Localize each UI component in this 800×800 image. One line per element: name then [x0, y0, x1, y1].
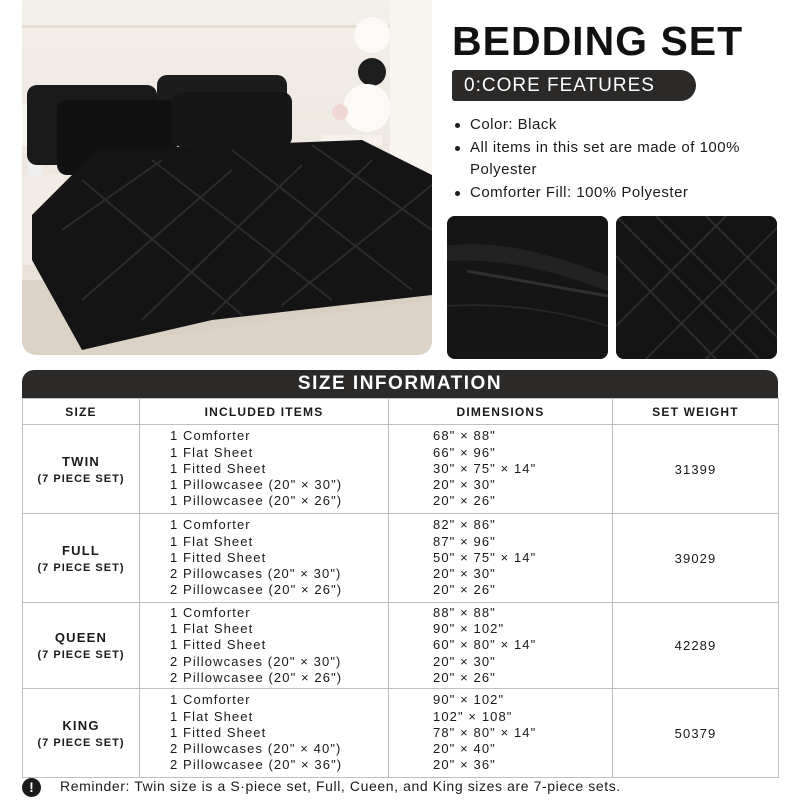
dimension-value: 30" × 75" × 14" — [433, 460, 537, 476]
included-item: 2 Pillowcasee (20" × 26") — [170, 582, 343, 598]
included-item: 1 Pillowcasee (20" × 30") — [170, 477, 343, 493]
included-item: 2 Pillowcases (20" × 40") — [170, 741, 342, 757]
dimensions-cell — [389, 514, 613, 603]
dimension-value: 78" × 80" × 14" — [433, 724, 537, 740]
core-features-label: 0:CORE FEATURES — [452, 70, 696, 101]
size-subtitle: (7 PIECE SET) — [37, 649, 125, 661]
table-row — [23, 514, 779, 603]
column-header: INCLUDED ITEMS — [140, 399, 389, 425]
included-item: 1 Fitted Sheet — [170, 724, 267, 740]
dimension-value: 20" × 30" — [433, 566, 496, 582]
dimension-value: 20" × 26" — [433, 582, 496, 598]
quilt-detail-image — [616, 216, 777, 359]
included-item: 1 Flat Sheet — [170, 444, 254, 460]
feature-item: Comforter Fill: 100% Polyester — [452, 182, 782, 205]
size-information-title: SIZE INFORMATION — [22, 370, 778, 398]
dimensions-cell — [389, 689, 613, 778]
size-name: TWIN — [61, 453, 100, 469]
included-item: 1 Comforter — [170, 692, 251, 708]
exclamation-icon: ! — [22, 778, 41, 797]
size-subtitle: (7 PIECE SET) — [37, 736, 125, 749]
size-cell — [23, 514, 140, 603]
pillowcase-detail-image — [447, 216, 608, 359]
feature-item: All items in this set are made of 100% Polyester — [452, 137, 782, 182]
dimension-value: 20" × 26" — [433, 669, 496, 685]
size-cell — [23, 425, 140, 514]
table-row — [23, 603, 779, 689]
set-weight-cell: 31399 — [613, 425, 779, 514]
dimension-value: 102" × 108" — [433, 708, 513, 724]
size-cell — [23, 689, 140, 778]
set-weight-cell: 50379 — [613, 689, 779, 778]
included-item: 1 Fitted Sheet — [170, 549, 267, 565]
size-subtitle: (7 PIECE SET) — [37, 472, 125, 485]
size-name: QUEEN — [54, 630, 108, 645]
size-name: KING — [62, 717, 100, 733]
feature-list — [452, 114, 782, 204]
table-row — [23, 425, 779, 514]
dimension-value: 87" × 96" — [433, 533, 496, 549]
included-item: 1 Comforter — [170, 428, 251, 444]
set-weight-cell: 39029 — [613, 514, 779, 603]
included-item: 2 Pillowcasee (20" × 26") — [170, 669, 343, 685]
dimension-value: 20" × 36" — [433, 757, 496, 773]
included-item: 1 Flat Sheet — [170, 621, 254, 637]
dimensions-cell — [389, 603, 613, 689]
dimension-value: 88" × 88" — [433, 604, 496, 620]
table-header-row — [23, 399, 779, 425]
included-item: 1 Fitted Sheet — [170, 460, 267, 476]
dimension-value: 20" × 30" — [433, 477, 496, 493]
dimension-value: 82" × 86" — [433, 517, 496, 533]
dimension-value: 60" × 80" × 14" — [433, 637, 537, 653]
bedroom-photo — [22, 0, 432, 355]
dimensions-cell — [389, 425, 613, 514]
included-items-cell — [140, 689, 389, 778]
dimension-value: 66" × 96" — [433, 444, 496, 460]
dimension-value: 20" × 26" — [433, 493, 496, 509]
size-name: FULL — [61, 542, 100, 558]
column-header: SIZE — [23, 399, 140, 425]
included-item: 1 Flat Sheet — [170, 708, 254, 724]
included-items-cell — [140, 603, 389, 689]
included-item: 2 Pillowcases (20" × 30") — [170, 653, 342, 669]
included-items-cell — [140, 425, 389, 514]
dimension-value: 90" × 102" — [433, 692, 505, 708]
included-items-cell — [140, 514, 389, 603]
size-cell — [23, 603, 140, 689]
size-table — [22, 398, 779, 778]
page-title: BEDDING SET — [452, 18, 744, 64]
column-header: DIMENSIONS — [389, 399, 613, 425]
included-item: 2 Pillowcasee (20" × 36") — [170, 757, 343, 773]
dimension-value: 20" × 30" — [433, 653, 496, 669]
included-item: 1 Comforter — [170, 517, 251, 533]
included-item: 1 Fitted Sheet — [170, 637, 267, 653]
included-item: 1 Pillowcasee (20" × 26") — [170, 493, 343, 509]
included-item: 1 Flat Sheet — [170, 533, 254, 549]
included-item: 2 Pillowcases (20" × 30") — [170, 566, 342, 582]
column-header: SET WEIGHT — [613, 399, 779, 425]
dimension-value: 90" × 102" — [433, 621, 505, 637]
table-row — [23, 689, 779, 778]
reminder-text: Reminder: Twin size is a S·piece set, Full, Cueen, and King sizes are 7-piece sets. — [60, 778, 621, 794]
dimension-value: 50" × 75" × 14" — [433, 549, 537, 565]
included-item: 1 Comforter — [170, 604, 251, 620]
dimension-value: 68" × 88" — [433, 428, 496, 444]
size-subtitle: (7 PIECE SET) — [37, 561, 125, 574]
set-weight-cell: 42289 — [613, 603, 779, 689]
feature-item: Color: Black — [452, 114, 782, 137]
dimension-value: 20" × 40" — [433, 741, 496, 757]
